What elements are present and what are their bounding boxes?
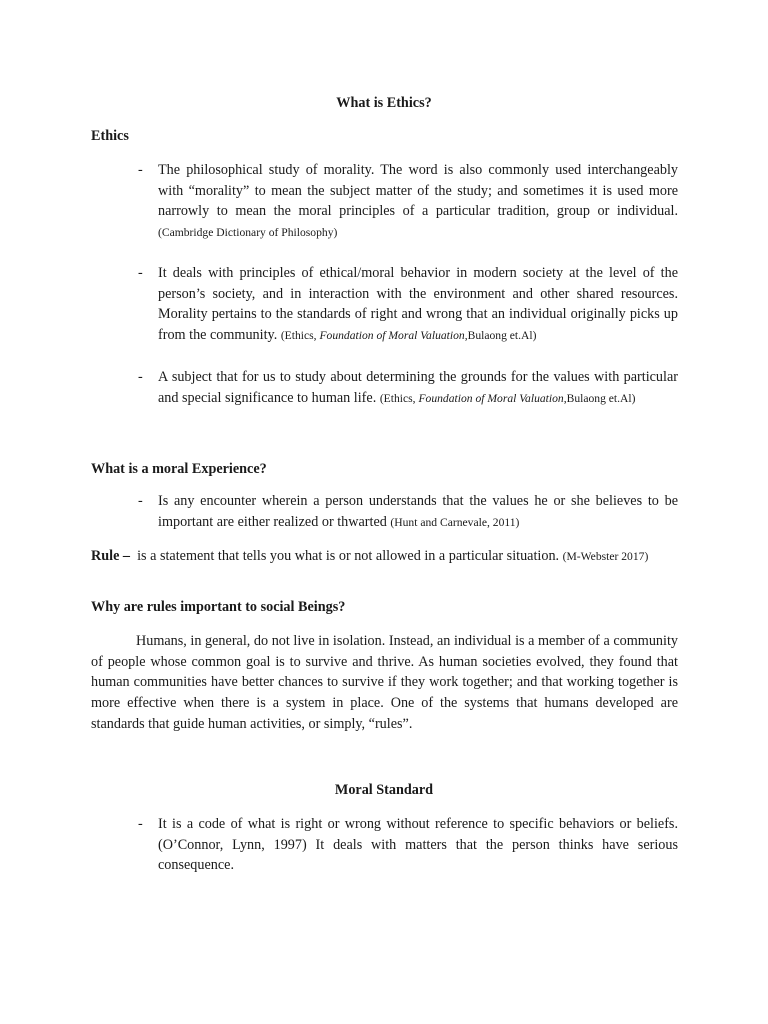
bullet-dash: - xyxy=(138,816,143,832)
moral-standard-heading: Moral Standard xyxy=(334,782,434,798)
bullet-body: The philosophical study of morality. The word is also commonly used interchangeably with “morality” to mean the subject matter of the study; and sometimes it is used more narrowly to mean the moral principles of a particular tradition, group or individual. xyxy=(158,162,678,220)
bullet-text: It is a code of what is right or wrong without reference to specific behaviors or beliefs. (O’Connor, Lynn, 1997) It deals with matters that the person thinks have serious consequence. xyxy=(158,816,678,874)
bullet-body: Is any encounter wherein a person understands that the values he or she believes to be important are either realized or thwarted xyxy=(158,493,678,530)
rule-term: Rule – xyxy=(91,548,131,564)
bullet-dash: - xyxy=(138,162,143,178)
bullet-text xyxy=(158,491,678,533)
bullet-dash: - xyxy=(138,265,143,281)
rule-definition xyxy=(91,546,678,568)
rules-importance-paragraph: Humans, in general, do not live in isolation. Instead, an individual is a member of a community of people whose common goal is to survive and thrive. As human societies evolved, they found that human communities have better chances to survive if they work together; and that working together is more effective when there is a system in place. One of the systems that humans developed are standards that guide human activities, or simply, “rules”. xyxy=(91,633,678,732)
citation-title: Foundation of Moral Valuation xyxy=(319,329,465,343)
rule-text: is a statement that tells you what is or not allowed in a particular situation. xyxy=(137,548,560,564)
bullet-dash: - xyxy=(138,369,143,385)
ethics-heading: Ethics xyxy=(91,128,129,144)
bullet-text xyxy=(158,160,678,244)
citation: (Ethics, Foundation of Moral Valuation,Bulaong et.Al) xyxy=(379,391,636,405)
citation: (Cambridge Dictionary of Philosophy) xyxy=(158,226,338,240)
page-title: What is Ethics? xyxy=(336,95,432,111)
bullet-body: A subject that for us to study about determining the grounds for the values with particular and special significance to human life. xyxy=(158,369,678,406)
citation: (Hunt and Carnevale, 2011) xyxy=(390,515,520,529)
citation: (M-Webster 2017) xyxy=(562,550,649,563)
moral-experience-heading: What is a moral Experience? xyxy=(91,461,267,477)
citation: (Ethics, Foundation of Moral Valuation,Bulaong et.Al) xyxy=(280,329,537,343)
bullet-body: It deals with principles of ethical/moral behavior in modern society at the level of the person’s society, and in interaction with the environment and other shared resources. Morality pertains to the standards of right and wrong that an individual originally picks up from the community. xyxy=(158,265,678,344)
bullet-text xyxy=(158,367,678,409)
rules-importance-heading: Why are rules important to social Beings? xyxy=(91,599,346,615)
bullet-dash: - xyxy=(138,493,143,509)
bullet-text xyxy=(158,263,678,347)
citation-title: Foundation of Moral Valuation xyxy=(418,391,564,405)
